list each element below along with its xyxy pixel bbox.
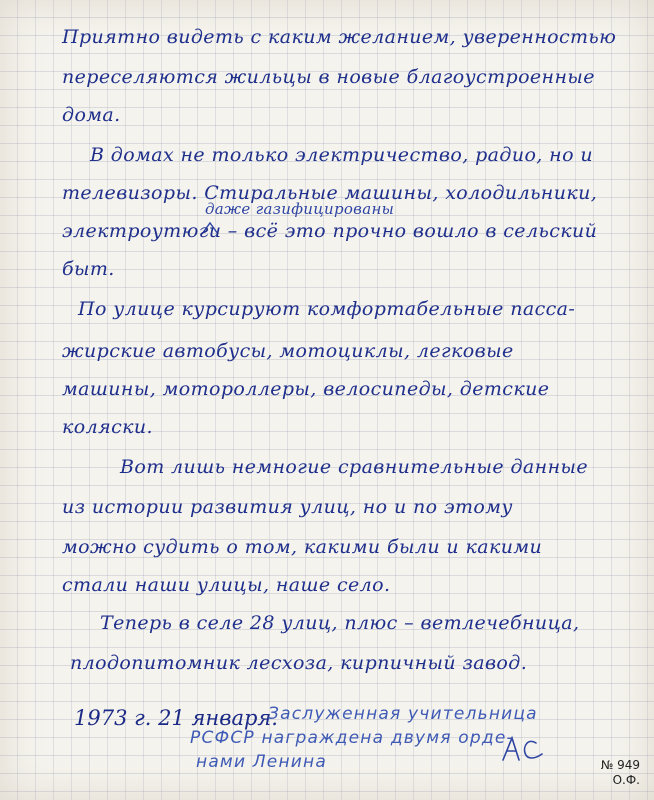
letter-line-5: телевизоры. Стиральные машины, холодильники, <box>62 182 598 204</box>
letter-line-12: Вот лишь немногие сравнительные данные <box>120 456 588 478</box>
archive-stamp <box>601 758 640 788</box>
letter-line-3: дома. <box>62 104 121 126</box>
insertion-above-line: даже газифицированы <box>205 200 395 218</box>
letter-line-15: стали наши улицы, наше село. <box>62 574 391 596</box>
letter-line-7: быт. <box>62 258 115 280</box>
letter-line-8: По улице курсируют комфортабельные пасса- <box>78 298 576 320</box>
archive-mark: О.Ф. <box>612 773 640 787</box>
letter-line-11: коляски. <box>62 416 153 438</box>
note-line-2: РСФСР награждена двумя орде- <box>190 728 514 748</box>
letter-line-2: переселяются жильцы в новые благоустроенные <box>62 66 595 88</box>
letter-line-4: В домах не только электричество, радио, но и <box>90 144 593 166</box>
letter-line-1: Приятно видеть с каким желанием, уверенностью <box>62 26 617 48</box>
letter-line-6: электроутюги – всё это прочно вошло в сельский <box>62 220 598 242</box>
letter-line-9: жирские автобусы, мотоциклы, легковые <box>62 340 514 362</box>
letter-line-10: машины, мотороллеры, велосипеды, детские <box>62 378 550 400</box>
letter-line-13: из истории развития улиц, но и по этому <box>62 496 513 518</box>
letter-line-17: плодопитомник лесхоза, кирпичный завод. <box>70 652 528 674</box>
letter-line-14: можно судить о том, какими были и какими <box>62 536 543 558</box>
signature-initials-icon <box>500 734 546 764</box>
letter-date: 1973 г. 21 января. <box>74 706 278 730</box>
letter-line-16: Теперь в селе 28 улиц, плюс – ветлечебница, <box>100 612 580 634</box>
note-line-3: нами Ленина <box>196 752 327 772</box>
note-line-1: Заслуженная учительница <box>268 704 538 724</box>
archive-number: № 949 <box>600 758 640 772</box>
